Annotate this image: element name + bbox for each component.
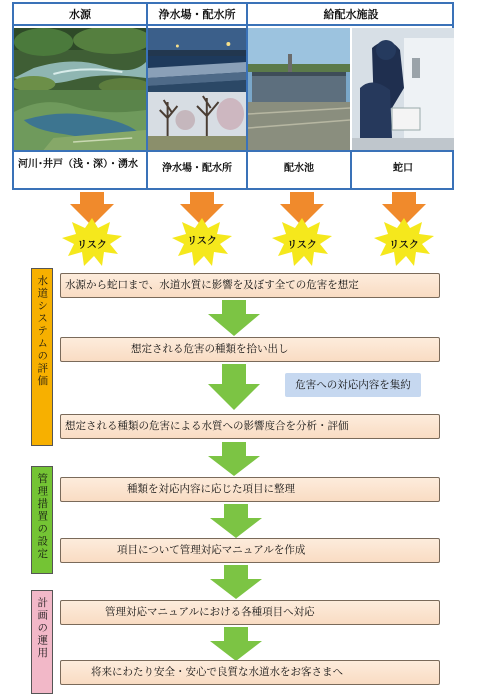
header-water-source: 水源 (14, 4, 146, 26)
step-identify-hazard-types: 想定される危害の種類を拾い出し (60, 337, 440, 362)
step-assume-hazards: 水源から蛇口まで、水道水質に影響を及ぼす全ての危害を想定 (60, 273, 440, 298)
facility-table (12, 2, 454, 190)
down-arrow-icon (208, 441, 260, 477)
risk-arrow-burst-icon (162, 192, 242, 270)
side-label-system-evaluation: 水道システムの評価 (31, 268, 53, 446)
risk-arrow-burst-icon (52, 192, 132, 270)
caption-reservoir: 配水池 (248, 150, 350, 188)
photo-stream (14, 28, 146, 90)
risk-label: リスク (389, 240, 419, 251)
down-arrow-icon (210, 503, 262, 539)
risk-indicator (364, 192, 444, 270)
note-consolidate-responses: 危害への対応内容を集約 (285, 373, 421, 397)
risk-arrow-burst-icon (364, 192, 444, 270)
caption-faucet: 蛇口 (352, 150, 454, 188)
header-purification: 浄水場・配水所 (148, 4, 246, 26)
step-analyze-evaluate: 想定される種類の危害による水質への影響度合を分析・評価 (60, 414, 440, 439)
risk-label: リスク (187, 236, 217, 247)
photo-faucet-worker (352, 28, 454, 150)
step-deliver-safe-water: 将来にわたり安全・安心で良質な水道水をお客さまへ (60, 660, 440, 685)
risk-arrow-burst-icon (262, 192, 342, 270)
side-label-plan-operation: 計画の運用 (31, 590, 53, 694)
photo-reservoir (248, 28, 350, 150)
down-arrow-icon (208, 300, 260, 336)
step-respond-items: 管理対応マニュアルにおける各種項目へ対応 (60, 600, 440, 625)
side-label-control-measures: 管理措置の設定 (31, 466, 53, 574)
column-purification (148, 4, 248, 188)
caption-water-source: 河川･井戸（浅・深）・湧水 (14, 150, 146, 188)
step-organize-items: 種類を対応内容に応じた項目に整理 (60, 477, 440, 502)
risk-indicator (162, 192, 242, 270)
risk-indicator (262, 192, 342, 270)
photo-trees-park (148, 92, 246, 150)
down-arrow-icon (210, 564, 262, 600)
down-arrow-icon (210, 626, 262, 662)
step-create-manual: 項目について管理対応マニュアルを作成 (60, 538, 440, 563)
column-distribution (248, 4, 454, 188)
photo-aerial-lake (14, 90, 146, 150)
risk-indicator (52, 192, 132, 270)
header-distribution: 給配水施設 (248, 4, 454, 26)
down-arrow-icon (208, 364, 260, 400)
photo-filter-basins (148, 28, 246, 92)
caption-purification: 浄水場・配水所 (148, 150, 246, 188)
risk-label: リスク (287, 240, 317, 251)
risk-label: リスク (77, 240, 107, 251)
column-water-source (14, 4, 148, 188)
